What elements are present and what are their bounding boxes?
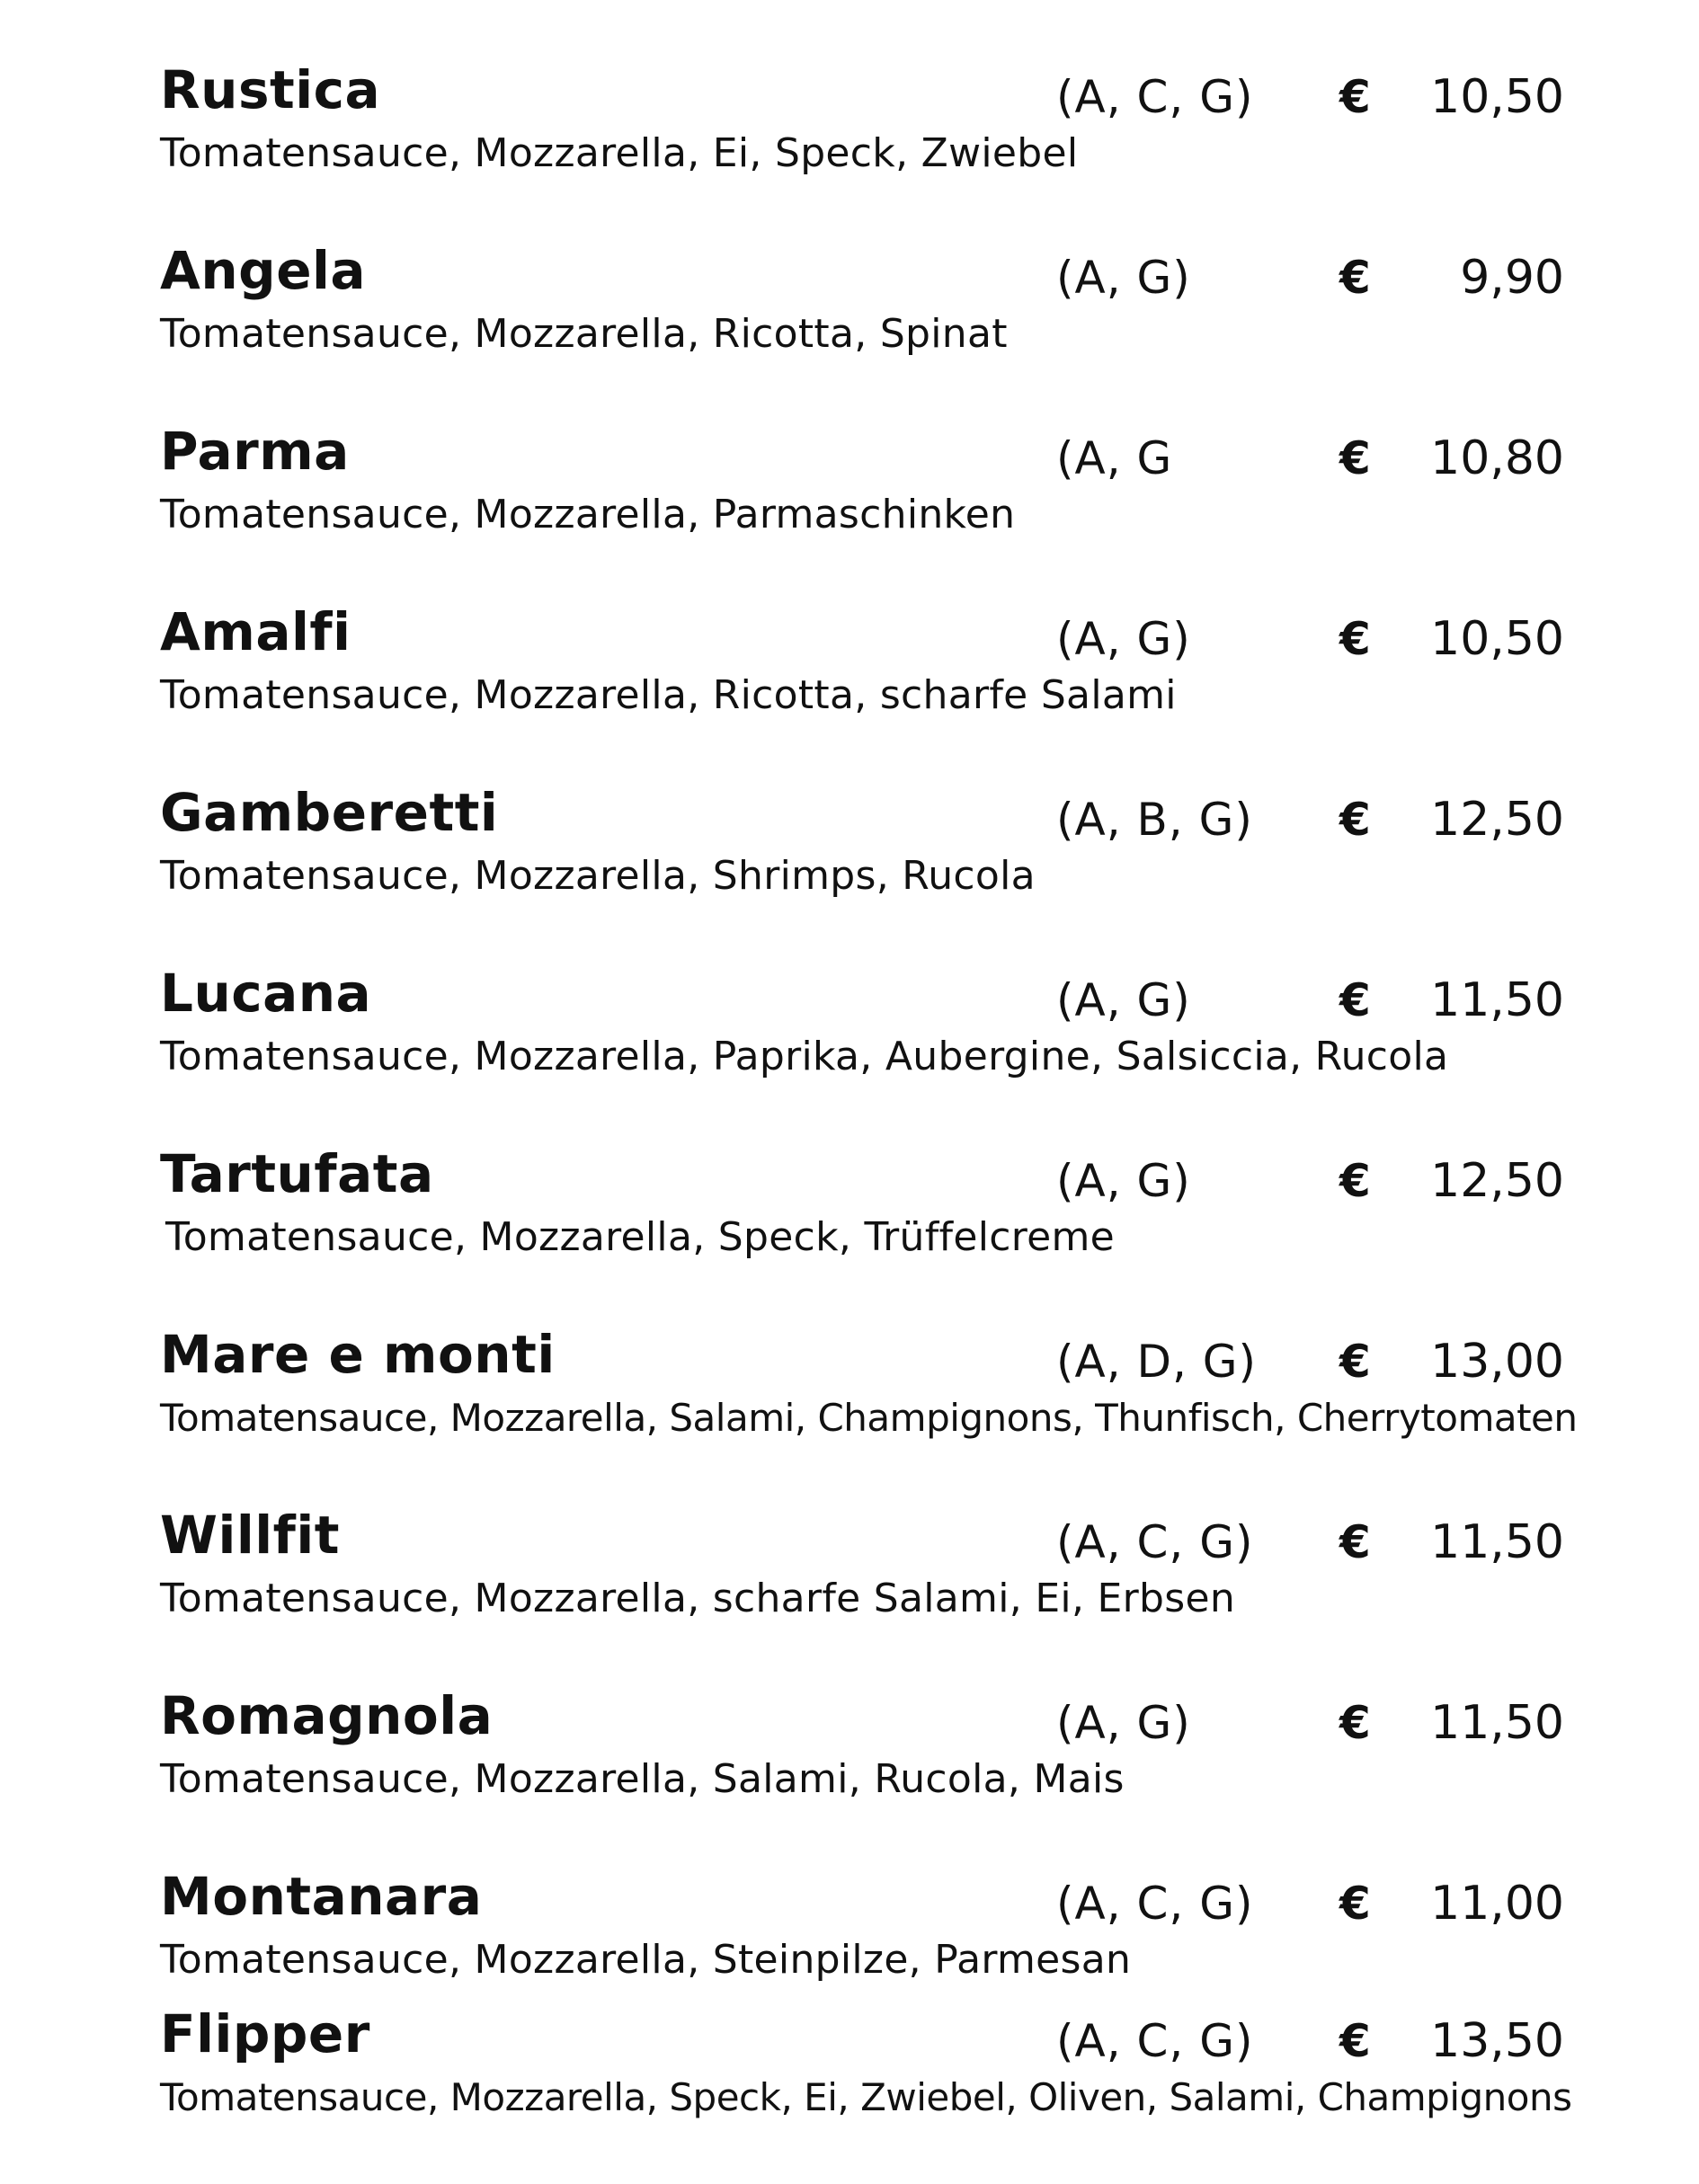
item-price: 12,50 (1430, 1154, 1564, 1208)
currency-symbol: € (1339, 252, 1371, 304)
item-price: 11,50 (1430, 1696, 1564, 1750)
menu-item (0, 49, 1699, 229)
item-price: 10,50 (1430, 612, 1564, 666)
item-name: Willfit (160, 1505, 340, 1566)
item-name: Rustica (160, 59, 381, 120)
menu-item (0, 1314, 1699, 1494)
item-allergens: (A, G (1056, 432, 1173, 484)
item-allergens: (A, C, G) (1056, 1878, 1254, 1930)
item-allergens: (A, C, G) (1056, 2015, 1254, 2067)
item-name: Romagnola (160, 1685, 494, 1746)
currency-symbol: € (1339, 1697, 1371, 1749)
item-price: 11,50 (1430, 1515, 1564, 1569)
item-name: Flipper (160, 2003, 370, 2064)
currency-symbol: € (1339, 1878, 1371, 1930)
item-description: Tomatensauce, Mozzarella, Ricotta, scharfe Salami (160, 672, 1177, 718)
menu-item (0, 1495, 1699, 1674)
menu-item (0, 772, 1699, 952)
currency-symbol: € (1339, 1336, 1371, 1388)
item-description: Tomatensauce, Mozzarella, Paprika, Aubergine, Salsiccia, Rucola (160, 1034, 1449, 1079)
menu-item (0, 230, 1699, 410)
item-name: Parma (160, 421, 350, 482)
currency-symbol: € (1339, 2015, 1371, 2067)
menu-item (0, 1133, 1699, 1313)
item-description: Tomatensauce, Mozzarella, Ei, Speck, Zwiebel (160, 130, 1079, 176)
item-name: Mare e monti (160, 1324, 556, 1385)
item-price: 10,50 (1430, 70, 1564, 124)
menu-item (0, 953, 1699, 1132)
item-allergens: (A, G) (1056, 1697, 1191, 1749)
currency-symbol: € (1339, 1516, 1371, 1568)
item-allergens: (A, B, G) (1056, 794, 1253, 846)
item-name: Tartufata (160, 1143, 434, 1204)
item-allergens: (A, G) (1056, 252, 1191, 304)
item-allergens: (A, C, G) (1056, 71, 1254, 123)
item-description: Tomatensauce, Mozzarella, scharfe Salami, Ei, Erbsen (160, 1576, 1236, 1621)
currency-symbol: € (1339, 432, 1371, 484)
item-description: Tomatensauce, Mozzarella, Speck, Trüffelcreme (165, 1214, 1116, 1260)
item-price: 13,50 (1430, 2014, 1564, 2068)
item-allergens: (A, G) (1056, 974, 1191, 1026)
menu-item (0, 1675, 1699, 1855)
item-price: 11,50 (1430, 973, 1564, 1027)
currency-symbol: € (1339, 71, 1371, 123)
item-name: Angela (160, 240, 367, 301)
item-name: Gamberetti (160, 782, 499, 843)
item-description: Tomatensauce, Mozzarella, Shrimps, Rucola (160, 853, 1036, 899)
item-name: Amalfi (160, 601, 351, 662)
item-description: Tomatensauce, Mozzarella, Speck, Ei, Zwiebel, Oliven, Salami, Champignons (160, 2075, 1572, 2119)
item-allergens: (A, C, G) (1056, 1516, 1254, 1568)
item-name: Montanara (160, 1866, 483, 1927)
item-description: Tomatensauce, Mozzarella, Parmaschinken (160, 492, 1016, 537)
item-name: Lucana (160, 963, 372, 1024)
item-description: Tomatensauce, Mozzarella, Steinpilze, Parmesan (160, 1937, 1132, 1983)
currency-symbol: € (1339, 974, 1371, 1026)
menu-item (0, 1993, 1699, 2173)
menu-item (0, 591, 1699, 771)
currency-symbol: € (1339, 794, 1371, 846)
item-price: 10,80 (1430, 431, 1564, 485)
item-price: 13,00 (1430, 1335, 1564, 1389)
item-description: Tomatensauce, Mozzarella, Salami, Champignons, Thunfisch, Cherrytomaten (160, 1396, 1578, 1440)
item-description: Tomatensauce, Mozzarella, Ricotta, Spinat (160, 311, 1008, 357)
item-allergens: (A, G) (1056, 613, 1191, 665)
item-description: Tomatensauce, Mozzarella, Salami, Rucola, Mais (160, 1756, 1125, 1802)
item-allergens: (A, D, G) (1056, 1336, 1258, 1388)
menu-item (0, 411, 1699, 590)
currency-symbol: € (1339, 1155, 1371, 1207)
item-price: 9,90 (1460, 251, 1564, 305)
currency-symbol: € (1339, 613, 1371, 665)
item-allergens: (A, G) (1056, 1155, 1191, 1207)
item-price: 11,00 (1430, 1877, 1564, 1931)
item-price: 12,50 (1430, 793, 1564, 847)
